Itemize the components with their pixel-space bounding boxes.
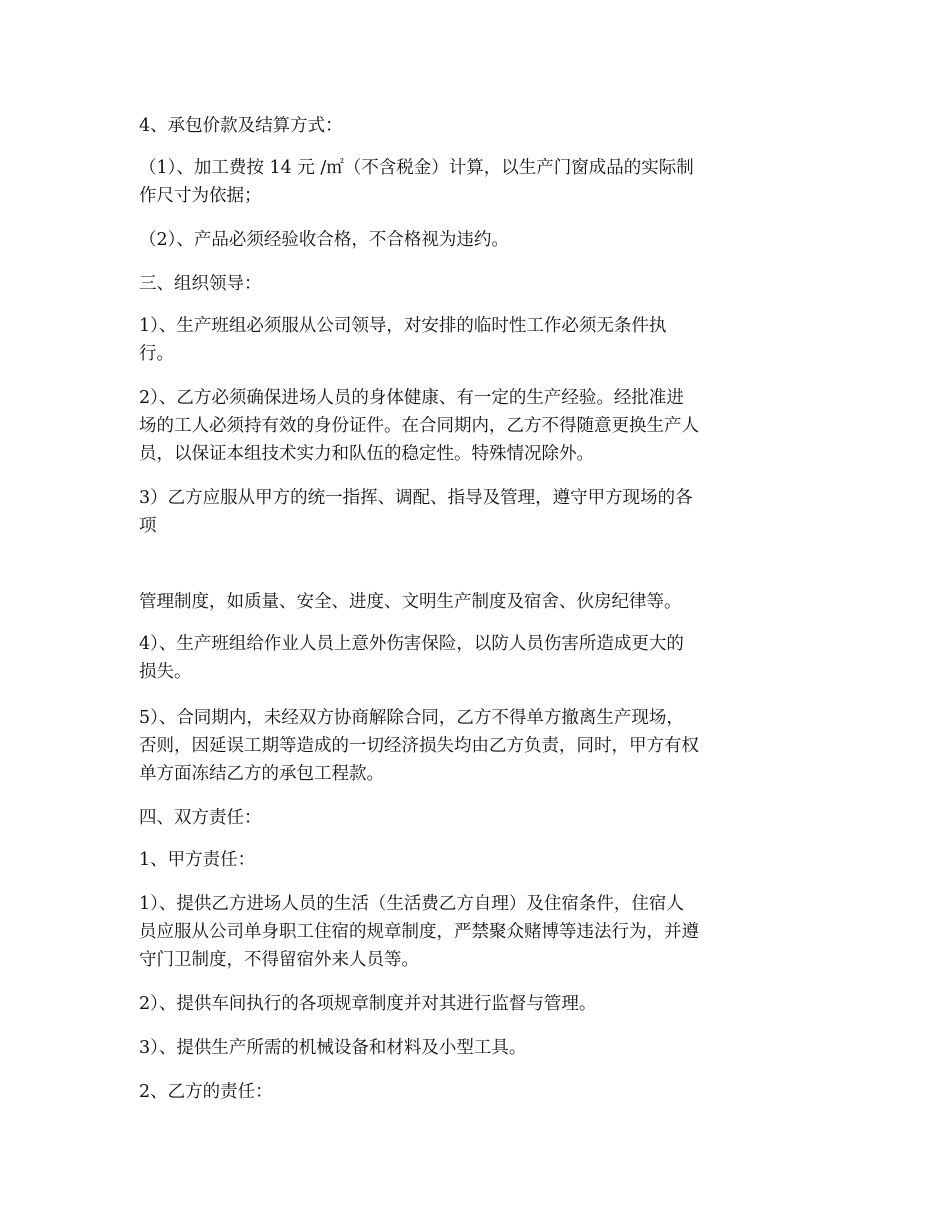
subheading-party-b: 2、乙方的责任： bbox=[139, 1082, 273, 1102]
paragraph-leadership-2: 2）、乙方必须确保进场人员的身体健康、有一定的生产经验。经批准进 场的工人必须持有效的身份证件。在合同期内，乙方不得随意更换生产人 员，以保证本组技术实力和队伍的稳定性。特殊情况除外。 bbox=[139, 388, 699, 464]
paragraph-party-a-3: 3）、提供生产所需的机械设备和材料及小型工具。 bbox=[139, 1038, 527, 1058]
paragraph-leadership-5: 5）、合同期内，未经双方协商解除合同，乙方不得单方撤离生产现场， 否则，因延误工期等造成的一切经济损失均由乙方负责，同时，甲方有权 单方面冻结乙方的承包工程款。 bbox=[139, 708, 699, 784]
paragraph-processing-fee: （1）、加工费按 14 元 /㎡（不含税金）计算，以生产门窗成品的实际制 作尺寸为依据； bbox=[139, 158, 694, 206]
paragraph-leadership-3: 3）乙方应服从甲方的统一指挥、调配、指导及管理，遵守甲方现场的各 项 bbox=[139, 488, 693, 536]
paragraph-leadership-3-continued: 管理制度，如质量、安全、进度、文明生产制度及宿舍、伙房纪律等。 bbox=[139, 592, 682, 612]
subheading-party-a: 1、甲方责任： bbox=[139, 850, 256, 870]
paragraph-party-a-1: 1）、提供乙方进场人员的生活（生活费乙方自理）及住宿条件，住宿人 员应服从公司单身职工住宿的规章制度，严禁聚众赌博等违法行为，并遵 守门卫制度，不得留宿外来人员等。 bbox=[139, 894, 699, 970]
paragraph-leadership-4: 4）、生产班组给作业人员上意外伤害保险，以防人员伤害所造成更大的 损失。 bbox=[139, 634, 684, 682]
paragraph-leadership-1: 1）、生产班组必须服从公司领导，对安排的临时性工作必须无条件执 行。 bbox=[139, 316, 667, 364]
section-heading-responsibilities: 四、双方责任： bbox=[139, 808, 262, 828]
section-heading-leadership: 三、组织领导： bbox=[139, 274, 262, 294]
paragraph-pricing-heading: 4、承包价款及结算方式： bbox=[139, 116, 343, 136]
paragraph-party-a-2: 2）、提供车间执行的各项规章制度并对其进行监督与管理。 bbox=[139, 994, 597, 1014]
paragraph-acceptance: （2）、产品必须经验收合格，不合格视为违约。 bbox=[139, 230, 509, 250]
